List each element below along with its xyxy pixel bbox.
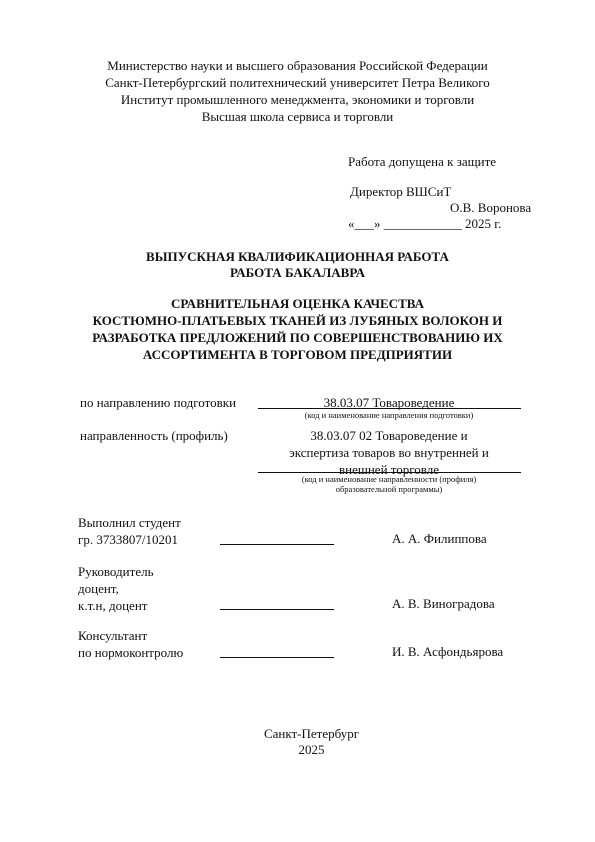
work-type-title: ВЫПУСКНАЯ КВАЛИФИКАЦИОННАЯ РАБОТА bbox=[146, 249, 449, 264]
student-group: гр. 3733807/10201 bbox=[78, 532, 178, 547]
profile-value-line: 38.03.07 02 Товароведение и bbox=[310, 428, 468, 443]
direction-underline bbox=[258, 408, 521, 409]
admitted-text: Работа допущена к защите bbox=[348, 154, 497, 169]
topic-line: РАЗРАБОТКА ПРЕДЛОЖЕНИЙ ПО СОВЕРШЕНСТВОВАНИЮ ИХ bbox=[92, 330, 503, 345]
supervisor-signature-line bbox=[220, 609, 334, 610]
footer-year: 2025 bbox=[298, 742, 325, 757]
profile-caption-line: образовательной программы) bbox=[335, 484, 443, 494]
school-line: Высшая школа сервиса и торговли bbox=[201, 109, 394, 124]
consultant-name: И. В. Асфондьярова bbox=[392, 644, 504, 659]
profile-value bbox=[258, 427, 520, 478]
direction-value: 38.03.07 Товароведение bbox=[323, 395, 455, 410]
profile-caption-line: (код и наименование направленности (профиля) bbox=[301, 474, 477, 484]
ministry-line: Министерство науки и высшего образования Российской Федерации bbox=[107, 58, 488, 73]
student-signature-line bbox=[220, 544, 334, 545]
topic-line: КОСТЮМНО-ПЛАТЬЕВЫХ ТКАНЕЙ ИЗ ЛУБЯНЫХ ВОЛОКОН И bbox=[92, 313, 503, 328]
consultant-label-line: по нормоконтролю bbox=[78, 645, 184, 660]
work-subtype-title: РАБОТА БАКАЛАВРА bbox=[230, 265, 365, 280]
student-label bbox=[78, 514, 181, 548]
direction-label: по направлению подготовки bbox=[80, 395, 237, 410]
profile-caption bbox=[258, 474, 520, 494]
topic-title bbox=[0, 295, 595, 363]
director-title: Директор ВШСиТ bbox=[350, 184, 452, 199]
student-label-line: Выполнил студент bbox=[78, 515, 181, 530]
profile-value-line: экспертиза товаров во внутренней и bbox=[289, 445, 489, 460]
profile-underline bbox=[258, 472, 521, 473]
institution-header bbox=[0, 57, 595, 125]
institute-line: Институт промышленного менеджмента, экономики и торговли bbox=[120, 92, 475, 107]
supervisor-name: А. В. Виноградова bbox=[392, 596, 495, 611]
student-name: А. А. Филиппова bbox=[392, 531, 487, 546]
supervisor-label-line: доцент, bbox=[78, 581, 119, 596]
profile-label: направленность (профиль) bbox=[80, 428, 228, 443]
supervisor-label-line: Руководитель bbox=[78, 564, 154, 579]
profile-value-line: внешней торговле bbox=[338, 462, 440, 477]
director-name: О.В. Воронова bbox=[450, 200, 532, 215]
topic-line: СРАВНИТЕЛЬНАЯ ОЦЕНКА КАЧЕСТВА bbox=[171, 296, 424, 311]
approval-date: «___» ____________ 2025 г. bbox=[348, 216, 502, 231]
supervisor-label-line: к.т.н, доцент bbox=[78, 598, 148, 613]
supervisor-label bbox=[78, 563, 154, 614]
consultant-label bbox=[78, 627, 183, 661]
consultant-label-line: Консультант bbox=[78, 628, 148, 643]
consultant-signature-line bbox=[220, 657, 334, 658]
university-line: Санкт-Петербургский политехнический университет Петра Великого bbox=[105, 75, 490, 90]
direction-caption: (код и наименование направления подготовки) bbox=[304, 410, 474, 420]
footer-city: Санкт-Петербург bbox=[263, 726, 360, 741]
topic-line: АССОРТИМЕНТА В ТОРГОВОМ ПРЕДПРИЯТИИ bbox=[142, 347, 453, 362]
